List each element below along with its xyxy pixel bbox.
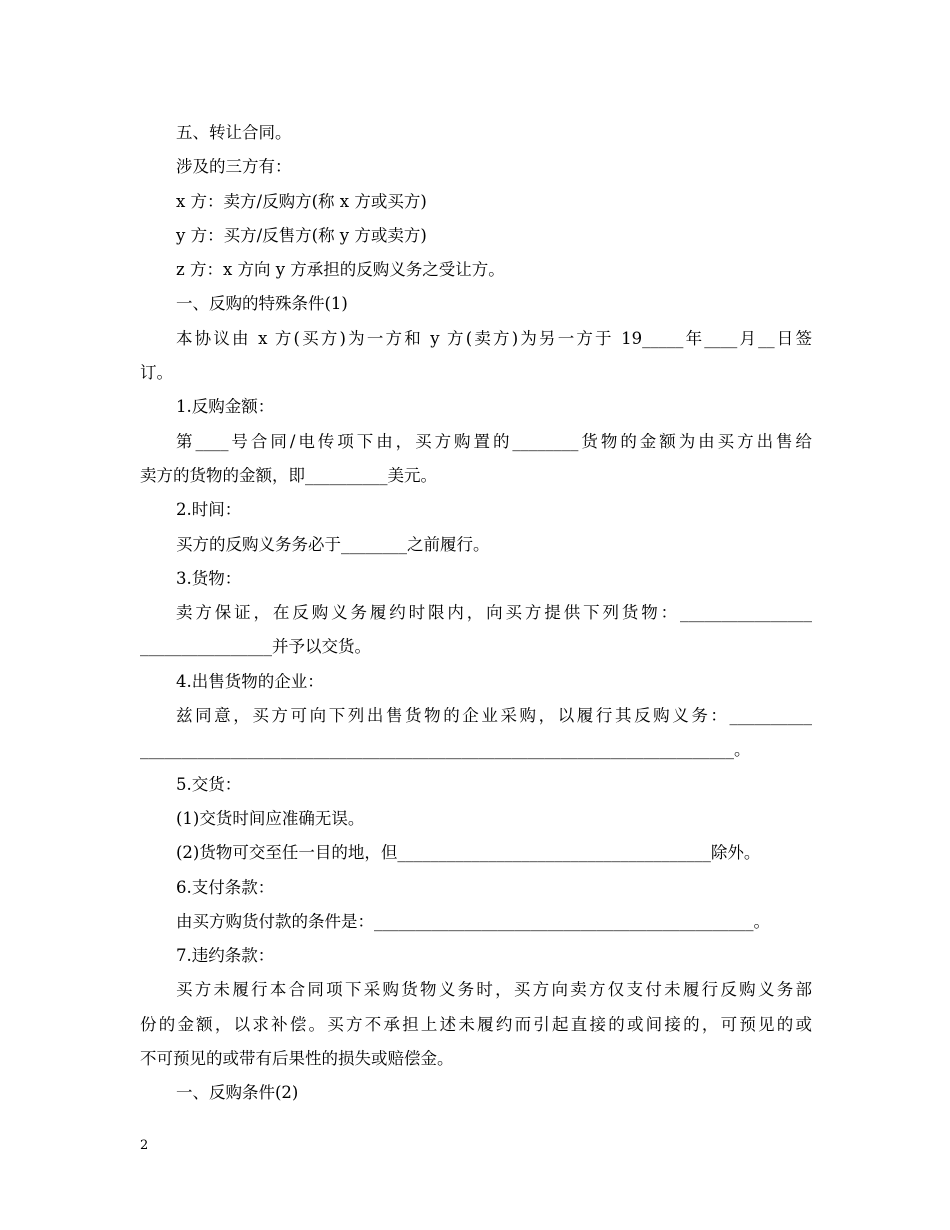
paragraph-line: 卖方保证，在反购义务履约时限内，向买方提供下列货物：________________: [176, 603, 812, 623]
document-body: [140, 116, 812, 1111]
clause-heading-goods: 3.货物：: [176, 568, 242, 588]
paragraph-line: (1)交货时间应准确无误。: [176, 808, 365, 828]
section-heading-special-conditions: 一、反购的特殊条件(1): [176, 294, 348, 314]
paragraph-line: 订。: [140, 363, 173, 383]
clause-heading-selling-enterprise: 4.出售货物的企业：: [176, 671, 324, 691]
paragraph-line: 第____号合同/电传项下由，买方购置的________货物的金额为由买方出售给: [176, 431, 812, 451]
party-z-line: z 方：x 方向 y 方承担的反购义务之受让方。: [176, 260, 505, 280]
paragraph-line: 由买方购货付款的条件是：______________________________________________。: [176, 911, 770, 931]
clause-heading-breach: 7.违约条款：: [176, 946, 275, 966]
paragraph-line: 本协议由 x 方(买方)为一方和 y 方(卖方)为另一方于 19_____年____月__日签: [176, 328, 812, 348]
party-y-line: y 方：买方/反售方(称 y 方或卖方): [176, 225, 427, 245]
section-heading-conditions-2: 一、反购条件(2): [176, 1083, 299, 1103]
page-number: 2: [140, 1138, 149, 1153]
paragraph-line: (2)货物可交至任一目的地，但______________________________________除外。: [176, 843, 761, 863]
party-x-line: x 方：卖方/反购方(称 x 方或买方): [176, 191, 427, 211]
paragraph-line: 买方的反购义务务必于________之前履行。: [176, 534, 490, 554]
paragraph-line: 卖方的货物的金额，即__________美元。: [140, 465, 437, 485]
paragraph-line: 兹同意，买方可向下列出售货物的企业采购，以履行其反购义务：__________: [176, 706, 812, 726]
clause-heading-time: 2.时间：: [176, 500, 242, 520]
section-heading-transfer-contract: 五、转让合同。: [176, 123, 292, 142]
clause-heading-delivery: 5.交货：: [176, 774, 242, 794]
paragraph-line: 份的金额，以求补偿。买方不承担上述未履约而引起直接的或间接的，可预见的或: [140, 1014, 812, 1034]
paragraph-line: 不可预见的或带有后果性的损失或赔偿金。: [140, 1049, 454, 1069]
paragraph-line: ________________并予以交货。: [140, 637, 371, 657]
clause-heading-amount: 1.反购金额：: [176, 397, 275, 417]
paragraph-line: 涉及的三方有：: [176, 157, 292, 177]
paragraph-line: ________________________________________________________________________。: [140, 740, 751, 760]
clause-heading-payment: 6.支付条款：: [176, 877, 275, 897]
paragraph-line: 买方未履行本合同项下采购货物义务时，买方向卖方仅支付未履行反购义务部: [176, 980, 812, 1000]
